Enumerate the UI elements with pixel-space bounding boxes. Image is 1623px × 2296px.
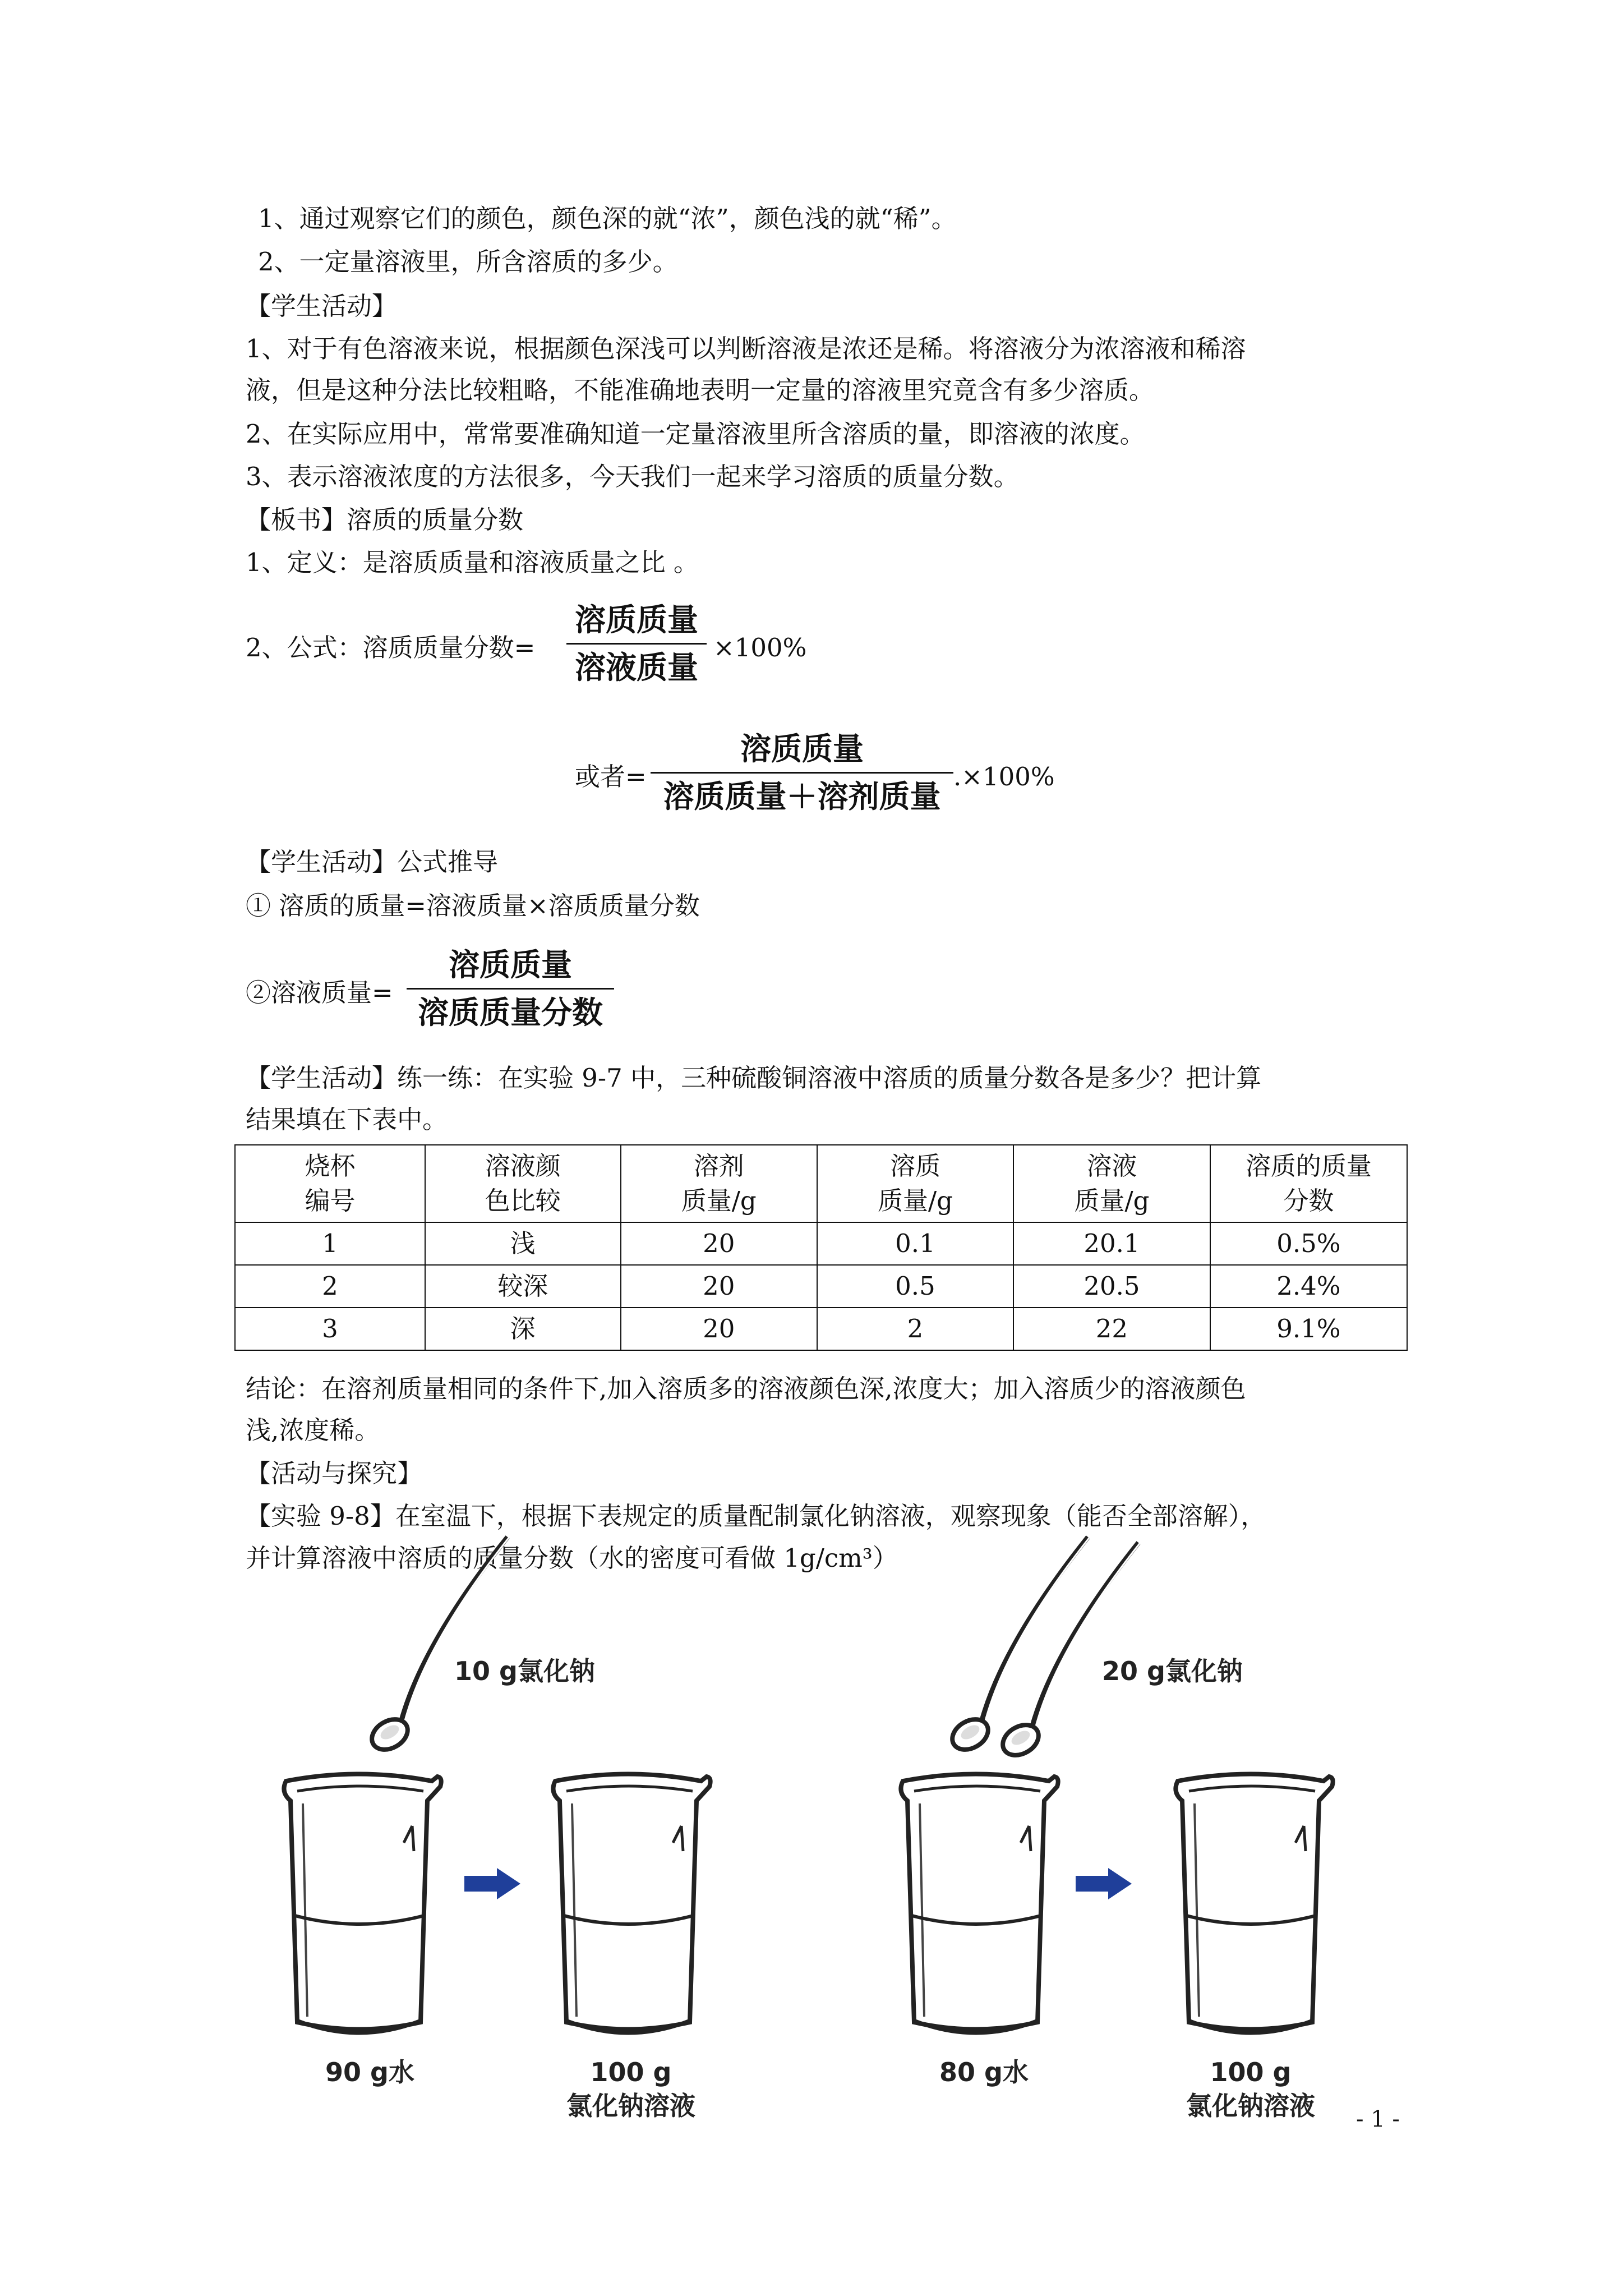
table-header-cell: 溶液 质量/g [1013,1145,1210,1222]
beaker-label-solution-mass: 100 g [1210,2057,1292,2087]
section-heading-inquiry: 【活动与探究】 [246,1458,423,1488]
formula-3-label: ②溶液质量= [246,978,393,1007]
beaker-label-solution-name: 氯化钠溶液 [566,2091,695,2121]
formula-2-label: 或者= [575,762,647,792]
beaker-label-solution-mass: 100 g [590,2057,672,2087]
table-cell: 较深 [425,1265,621,1308]
derivation-line-1: ① 溶质的质量=溶液质量×溶质质量分数 [246,891,700,921]
beaker-label-solution-name: 氯化钠溶液 [1186,2091,1315,2121]
spoon-icon [998,1539,1143,1761]
table-header-cell: 溶质 质量/g [817,1145,1013,1222]
exercise-line-a: 【学生活动】练一练：在实验 9-7 中，三种硫酸铜溶液中溶质的质量分数各是多少？把计算 [246,1063,1262,1093]
text-line-2: 2、一定量溶液里，所含溶质的多少。 [258,247,678,277]
page-number: - 1 - [1356,2106,1400,2132]
table-header-cell: 溶质的质量 分数 [1210,1145,1407,1222]
formula-1-numerator: 溶质质量 [574,602,698,638]
formula-2-multiplier: .×100% [953,762,1055,792]
table-cell: 20 [621,1222,817,1265]
arrow-right-icon [464,1868,520,1899]
text-line-6: 3、表示溶液浓度的方法很多，今天我们一起来学习溶质的质量分数。 [246,462,1019,491]
table-cell: 0.1 [817,1222,1013,1265]
beaker-icon [901,1774,1058,2033]
beaker-icon [1175,1774,1332,2033]
definition-line: 1、定义：是溶质质量和溶液质量之比 。 [246,547,699,577]
formula-2-numerator: 溶质质量 [740,731,864,767]
table-header-cell: 溶液颜 色比较 [425,1145,621,1222]
table-cell: 20.1 [1013,1222,1210,1265]
formula-1-multiplier: ×100% [713,633,807,662]
text-line-5: 2、在实际应用中，常常要准确知道一定量溶液里所含溶质的量，即溶液的浓度。 [246,419,1145,449]
conclusion-line-b: 浅,浓度稀。 [246,1415,380,1445]
table-cell: 2 [817,1308,1013,1350]
formula-3-denominator: 溶质质量分数 [417,995,603,1030]
formula-2-denominator: 溶质质量＋溶剂质量 [663,779,941,815]
beaker-icon [553,1774,710,2033]
experiment-line-a: 【实验 9-8】在室温下，根据下表规定的质量配制氯化钠溶液，观察现象（能否全部溶解）， [246,1501,1266,1531]
beaker-label-water-80g: 80 g水 [939,2057,1029,2087]
exercise-line-b: 结果填在下表中。 [246,1105,448,1134]
text-line-4a: 1、对于有色溶液来说，根据颜色深浅可以判断溶液是浓还是稀。将溶液分为浓溶液和稀溶 [246,334,1246,364]
table-cell: 0.5 [817,1265,1013,1308]
table-cell: 20 [621,1265,817,1308]
arrow-right-icon [1076,1868,1132,1899]
table-cell: 3 [235,1308,425,1350]
table-header-cell: 烧杯 编号 [235,1145,425,1222]
table-cell: 2.4% [1210,1265,1407,1308]
beaker-icon [284,1774,441,2033]
formula-1-denominator: 溶液质量 [574,650,698,685]
section-heading-derivation: 【学生活动】公式推导 [246,847,499,877]
salt-label-10g: 10 g氯化钠 [454,1656,595,1686]
spoon-icon [367,1534,512,1756]
table-cell: 2 [235,1265,425,1308]
beaker-label-water-90g: 90 g水 [325,2057,414,2087]
text-line-4b: 液，但是这种分法比较粗略，不能准确地表明一定量的溶液里究竟含有多少溶质。 [246,375,1155,405]
table-cell: 20.5 [1013,1265,1210,1308]
table-cell: 20 [621,1308,817,1350]
section-heading-student-activity: 【学生活动】 [246,291,398,321]
salt-label-20g: 20 g氯化钠 [1102,1656,1243,1686]
conclusion-line-a: 结论：在溶剂质量相同的条件下,加入溶质多的溶液颜色深,浓度大；加入溶质少的溶液颜色 [246,1374,1246,1404]
formula-3-numerator: 溶质质量 [448,947,572,983]
table-cell: 1 [235,1222,425,1265]
experiment-line-b: 并计算溶液中溶质的质量分数（水的密度可看做 1g/cm³） [246,1543,898,1573]
text-line-1: 1、通过观察它们的颜色，颜色深的就“浓”，颜色浅的就“稀”。 [258,204,957,233]
table-cell: 深 [425,1308,621,1350]
table-header-cell: 溶剂 质量/g [621,1145,817,1222]
table-cell: 9.1% [1210,1308,1407,1350]
table-cell: 0.5% [1210,1222,1407,1265]
formula-1-label: 2、公式：溶质质量分数= [246,633,536,662]
table-cell: 浅 [425,1222,621,1265]
section-heading-board: 【板书】溶质的质量分数 [246,505,524,535]
table-cell: 22 [1013,1308,1210,1350]
